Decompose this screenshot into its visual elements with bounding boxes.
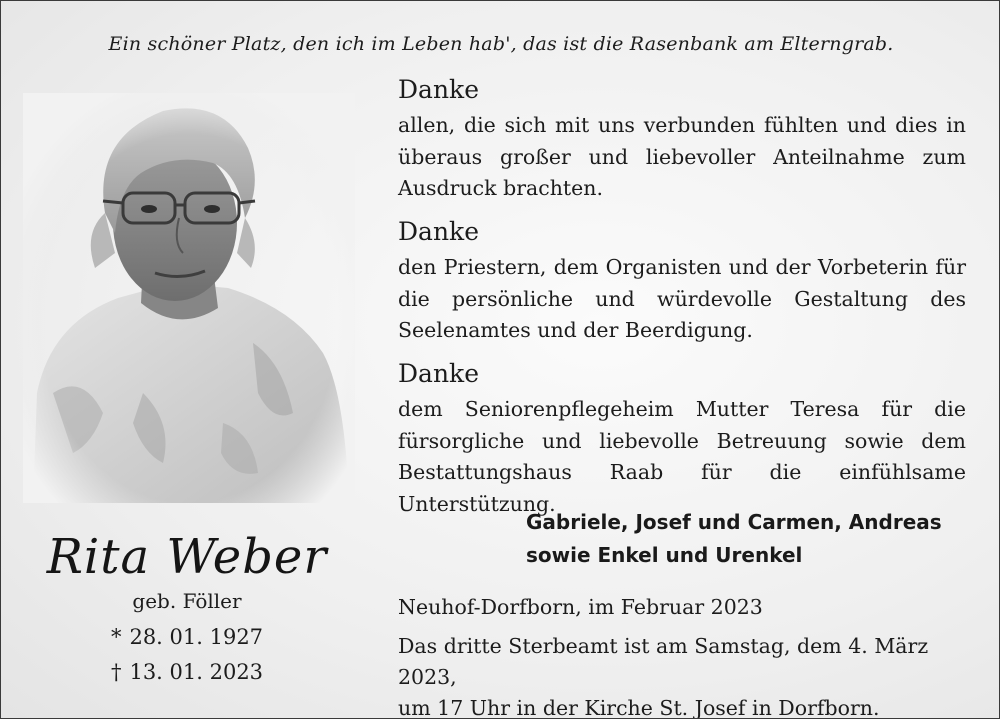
death-cross-icon: †	[110, 660, 122, 684]
thanks-section-1	[398, 75, 966, 205]
thanks-text: dem Seniorenpflegeheim Mutter Teresa für die fürsorgliche und liebevolle Betreuung sowie dem Bestattungshaus Raab für die einfühlsame Unterstützung.	[398, 397, 966, 516]
thanks-text: den Priestern, dem Organisten und der Vorbeterin für die persönliche und würdevolle Gestaltung des Seelenamtes und der Beerdigung.	[398, 255, 966, 342]
maiden-name: geb. Föller	[132, 589, 242, 613]
thanks-text: allen, die sich mit uns verbunden fühlten und dies in überaus großer und liebevoller Anteilnahme zum Ausdruck brachten.	[398, 113, 966, 200]
service-line-2: um 17 Uhr in der Kirche St. Josef in Dorfborn.	[398, 696, 880, 719]
family-line-2: sowie Enkel und Urenkel	[526, 543, 803, 567]
thanks-heading: Danke	[398, 75, 479, 104]
thanks-heading: Danke	[398, 359, 479, 388]
deceased-name: Rita Weber	[46, 529, 328, 585]
portrait-photo	[23, 93, 355, 503]
place-date: Neuhof-Dorfborn, im Februar 2023	[398, 595, 763, 619]
motto: Ein schöner Platz, den ich im Leben hab', das ist die Rasenbank am Elterngrab.	[108, 33, 894, 55]
death-date: 13. 01. 2023	[129, 660, 264, 684]
family-line-1: Gabriele, Josef und Carmen, Andreas	[526, 510, 942, 534]
service-line-1: Das dritte Sterbeamt ist am Samstag, dem 4. März 2023,	[398, 634, 929, 689]
death-date-line	[1, 660, 373, 684]
thanks-section-2	[398, 217, 966, 347]
thanks-heading: Danke	[398, 217, 479, 246]
birth-star-icon: *	[110, 625, 122, 649]
birth-date: 28. 01. 1927	[129, 625, 264, 649]
birth-date-line	[1, 625, 373, 649]
service-notice	[398, 631, 966, 719]
family-signature	[526, 506, 942, 572]
thanks-section-3	[398, 359, 966, 520]
